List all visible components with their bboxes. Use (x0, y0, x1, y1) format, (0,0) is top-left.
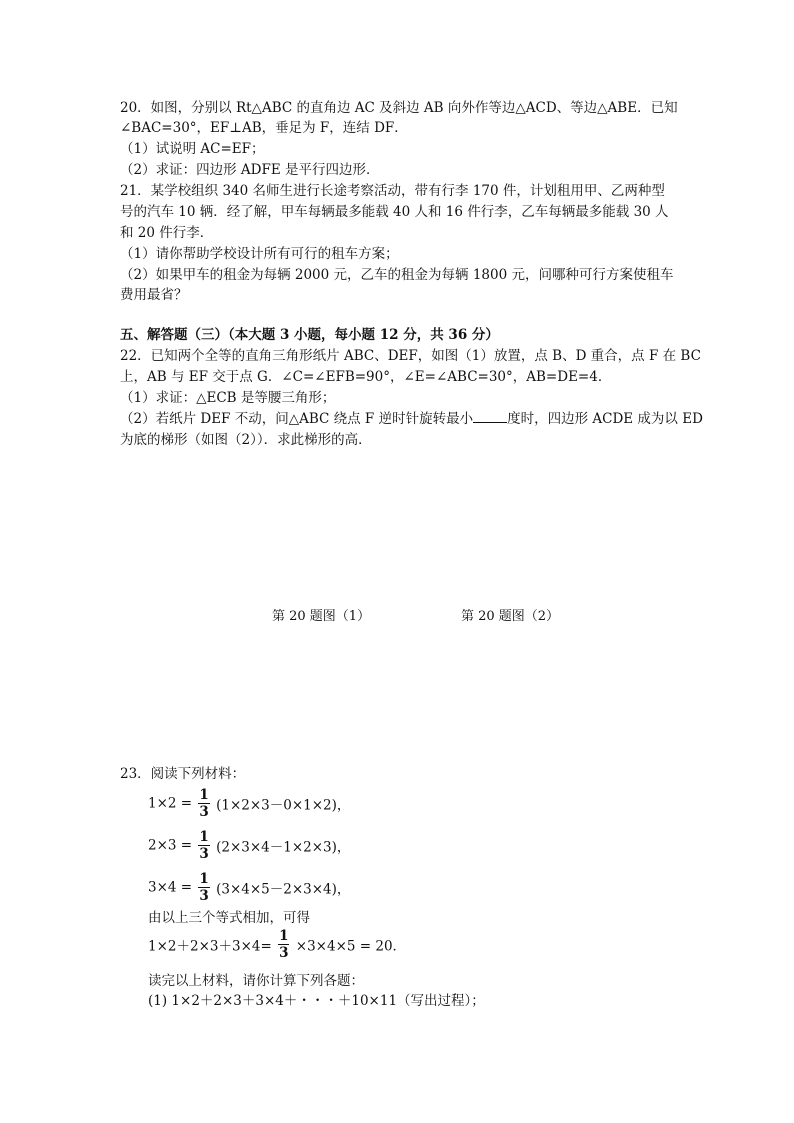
figure-2-caption: 第 20 题图（2） (461, 609, 560, 624)
one-third-fraction: $\frac{1}{3}$ (199, 787, 209, 820)
q22-part-2a-text: （2）若纸片 DEF 不动，问△ABC 绕点 F 逆时针旋转最小 (120, 411, 474, 427)
q21-line-2: 号的汽车 10 辆．经了解，甲车每辆最多能载 40 人和 16 件行李，乙车每辆最多能载 30 人 (120, 204, 669, 220)
q23-part-1: (1) 1×2＋2×3＋3×4＋・・・＋10×11（写出过程）； (148, 993, 485, 1009)
q23-eq-2-right: (2×3×4－1×2×3)， (216, 839, 351, 856)
q21-line-1: 21．某学校组织 340 名师生进行长途考察活动，带有行李 170 件，计划租用甲、乙两种型 (120, 183, 665, 199)
q22-part-2a (120, 410, 703, 428)
q21-part-2b: 费用最省？ (120, 287, 188, 303)
figures (0, 450, 794, 650)
q23-eq-3-right: (3×4×5－2×3×4)， (216, 881, 351, 898)
q23-intro: 23．阅读下列材料： (120, 766, 246, 782)
q23-eq-4-left: 1×2＋2×3＋3×4= (148, 938, 272, 955)
q22-line-2: 上，AB 与 EF 交于点 G．∠C=∠EFB=90°，∠E=∠ABC=30°，AB=DE=4． (120, 369, 612, 385)
q22-part-2c: 为底的梯形（如图（2））．求此梯形的高． (120, 432, 372, 448)
q20-part-1: （1）试说明 AC=EF； (120, 141, 265, 157)
q21-line-3: 和 20 件行李． (120, 225, 214, 241)
q23-eq-1 (148, 787, 350, 820)
q23-eq-2 (148, 829, 350, 862)
one-third-fraction: $\frac{1}{3}$ (199, 871, 209, 904)
one-third-fraction: $\frac{1}{3}$ (199, 829, 209, 862)
q20-line-2: ∠BAC=30°，EF⊥AB，垂足为 F，连结 DF． (120, 120, 408, 136)
q23-instruction: 读完以上材料，请你计算下列各题： (148, 973, 364, 989)
q23-summary: 由以上三个等式相加，可得 (148, 910, 310, 926)
q22-part-1: （1）求证：△ECB 是等腰三角形； (120, 390, 336, 406)
q22-part-2b-text: 度时，四边形 ACDE 成为以 ED (507, 411, 703, 427)
q23-eq-4-right: ×3×4×5 = 20． (295, 938, 407, 955)
q23-eq-1-left: 1×2 = (148, 795, 193, 812)
q20-line-1: 20．如图，分别以 Rt△ABC 的直角边 AC 及斜边 AB 向外作等边△ACD、等边△ABE．已知 (120, 100, 678, 116)
section-heading: 五、解答题（三）（本大题 3 小题，每小题 12 分，共 36 分） (120, 327, 499, 343)
q21-part-1: （1）请你帮助学校设计所有可行的租车方案； (120, 246, 399, 262)
q20-part-2: （2）求证：四边形 ADFE 是平行四边形． (120, 162, 380, 178)
figure-1-caption: 第 20 题图（1） (272, 609, 371, 624)
q23-eq-3 (148, 871, 350, 904)
q23-eq-3-left: 3×4 = (148, 879, 193, 896)
q22-line-1: 22．已知两个全等的直角三角形纸片 ABC、DEF，如图（1）放置，点 B、D 重合，点 F 在 BC (120, 348, 701, 364)
answer-blank (473, 410, 507, 423)
one-third-fraction: $\frac{1}{3}$ (279, 928, 289, 961)
q23-eq-4 (148, 928, 406, 961)
q21-part-2a: （2）如果甲车的租金为每辆 2000 元，乙车的租金为每辆 1800 元，问哪种可行方案使租车 (120, 267, 674, 283)
q23-eq-1-right: (1×2×3－0×1×2)， (216, 797, 351, 814)
q23-eq-2-left: 2×3 = (148, 837, 193, 854)
